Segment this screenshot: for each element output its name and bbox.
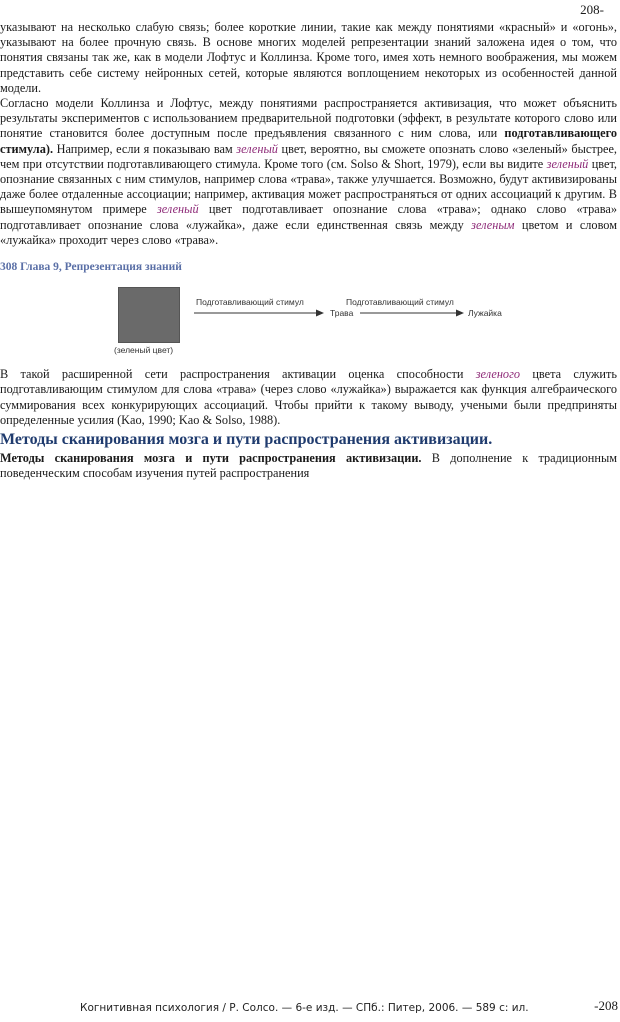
chapter-reference: 308 Глава 9, Репрезентация знаний [0, 261, 182, 274]
page-number-top: 208- [580, 2, 604, 17]
emphasis-green-5: зеленого [475, 367, 521, 382]
page-content [0, 20, 617, 481]
term-priming-stimulus: подготавливающего стимула). [0, 126, 617, 156]
paragraph-2-text-3: цвет, вероятно, вы сможете опознать слово «зеленый» быстрее, чем при отсутствии подготавливающего стимула. Кроме того (см. Solso & Short, 1979), если вы видите [0, 141, 617, 171]
paragraph-2-text-6: цветом и словом «лужайка» проходит через слово «трава». [0, 217, 617, 247]
page-number-bottom: -208 [594, 998, 618, 1013]
paragraph-4-bold-lead: Методы сканирования мозга и пути распространения активизации. [0, 451, 422, 466]
paragraph-2-text-1: Согласно модели Коллинза и Лофтус, между понятиями распространяется активизация, что может объяснить результаты экспериментов с использованием предварительной подготовки (эффект, в результате которого слово или понятие становится более доступным после предъявления связанного с ним слова, или [0, 96, 617, 141]
emphasis-green-2: зеленый [546, 156, 589, 171]
emphasis-green-1: зеленый [236, 141, 278, 156]
arrow-1-icon [194, 309, 324, 317]
arrow-1-label: Подготавливающий стимул [196, 297, 304, 308]
paragraph-3-text-1: В такой расширенной сети распространения активации оценка способности [0, 367, 476, 382]
node-grass: Трава [330, 308, 354, 319]
paragraph-1: указывают на несколько слабую связь; более короткие линии, такие как между понятиями «красный» и «огонь», указывают на более прочную связь. В основе многих моделей репрезентации знаний заложена идея о том, что понятия связаны так же, как в модели Лофтус и Коллинза. Кроме того, имея хоть немного воображения, мы можем представить себе систему нейронных сетей, которые являются воплощением некоторых из особенностей данной модели. [0, 20, 617, 95]
arrow-2-label: Подготавливающий стимул [346, 297, 454, 308]
node-lawn: Лужайка [468, 308, 502, 319]
priming-diagram [0, 283, 617, 361]
paragraph-3-text-2: цвета служить подготавливающим стимулом для слова «трава» (через слово «лужайка») выражается как функция алгебраического суммирования всех конкурирующих ассоциаций. Чтобы прийти к такому выводу, учеными были предприняты определенные усилия (Kao, 1990; Kao & Solso, 1988). [0, 367, 617, 427]
paragraph-2-text-2: Например, если я показываю вам [53, 141, 237, 156]
emphasis-green-4: зеленым [471, 217, 515, 232]
paragraph-3 [0, 367, 617, 428]
emphasis-green-3: зеленый [156, 202, 199, 217]
footer-citation: Когнитивная психология / Р. Солсо. — 6-е изд. — СПб.: Питер, 2006. — 589 с: ил. [80, 1002, 529, 1014]
paragraph-4-text-1: В дополнение к традиционным поведенческим способам изучения путей распространения [0, 451, 617, 481]
green-color-square [118, 287, 180, 343]
paragraph-2-text-4: цвет, опознание связанных с ним стимулов, например слова «трава», также улучшается. Возможно, будут активизированы даже более отдаленные ассоциации; например, активация может распространяться от одних ассоциаций к другим. В вышеупомянутом примере [0, 156, 617, 217]
section-title: Методы сканирования мозга и пути распространения активизации. [0, 431, 493, 449]
paragraph-4 [0, 451, 617, 481]
paragraph-2-text-5: цвет подготавливает опознание слова «трава»; однако слово «трава» подготавливает опознание слова «лужайка», даже если единственная связь между [0, 202, 617, 232]
paragraph-2 [0, 96, 617, 248]
arrow-2-icon [360, 309, 464, 317]
square-caption: (зеленый цвет) [114, 345, 174, 356]
